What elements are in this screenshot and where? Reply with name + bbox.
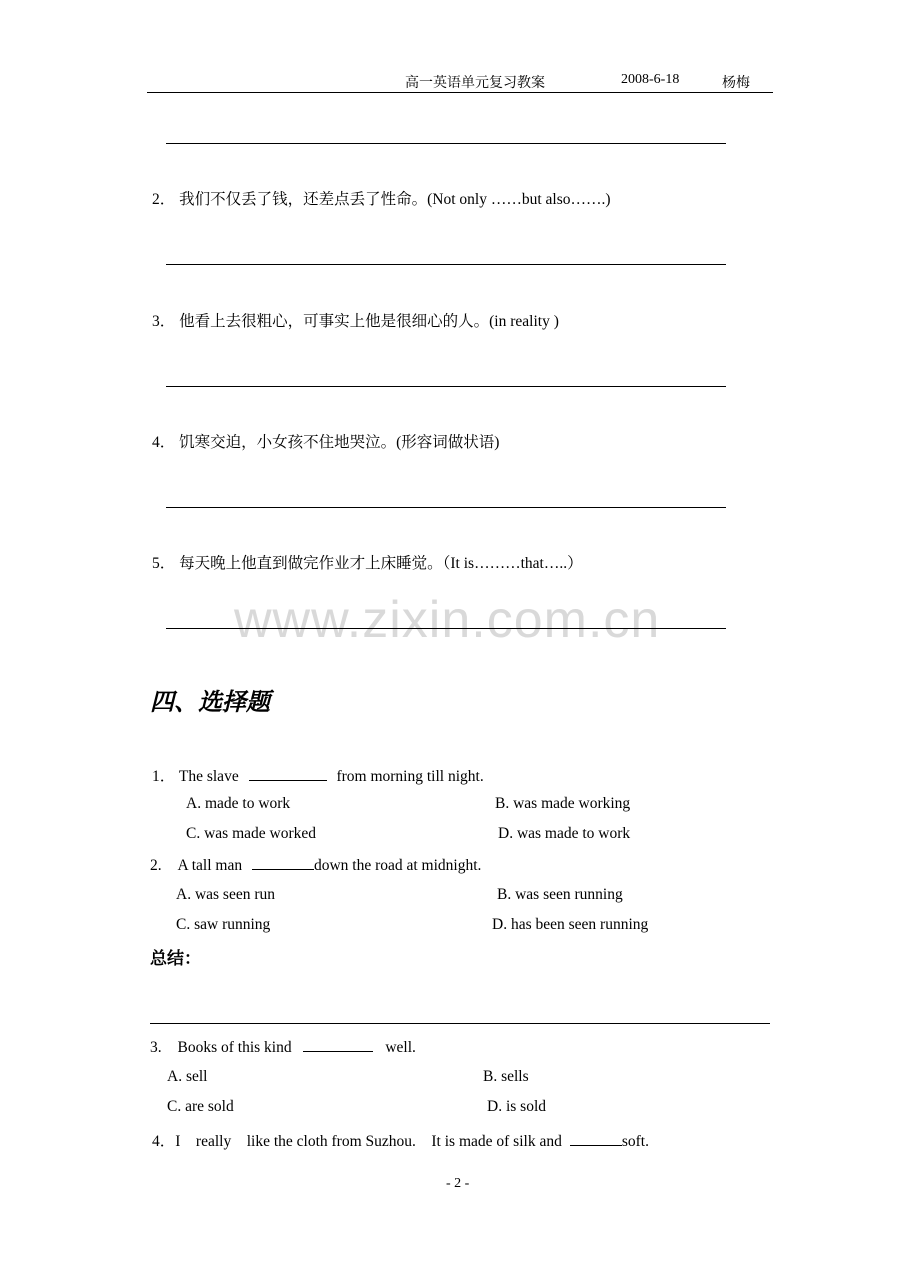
header-date: 2008-6-18 — [621, 72, 680, 87]
question-text-post: down the road at midnight. — [313, 857, 482, 874]
answer-line-3 — [166, 386, 726, 387]
translation-item-3 — [152, 309, 559, 331]
option-a[interactable]: A. was seen run — [176, 886, 276, 903]
option-c[interactable]: C. was made worked — [186, 825, 316, 842]
question-text-pre: Books of this kind — [177, 1039, 292, 1056]
answer-blank[interactable] — [570, 1131, 622, 1146]
translation-item-2 — [152, 187, 611, 209]
question-text-pre: A tall man — [177, 857, 243, 874]
item-text: 饥寒交迫，小女孩不住地哭泣。(形容词做状语) — [179, 434, 500, 451]
question-text-post: from morning till night. — [336, 768, 484, 785]
question-2 — [150, 855, 481, 875]
option-d[interactable]: D. is sold — [487, 1098, 546, 1115]
option-a[interactable]: A. made to work — [186, 795, 291, 812]
header-rule — [147, 92, 773, 93]
answer-line-5 — [166, 628, 726, 629]
item-text: 每天晚上他直到做完作业才上床睡觉。（It is………that…..） — [179, 555, 583, 572]
item-number: 3． — [152, 313, 176, 330]
option-b[interactable]: B. was seen running — [497, 886, 623, 903]
option-d[interactable]: D. has been seen running — [492, 916, 649, 933]
option-b[interactable]: B. was made working — [495, 795, 631, 812]
section-title: 四、选择题 — [150, 690, 270, 716]
summary-label: 总结： — [150, 949, 201, 968]
item-number: 4． — [152, 434, 176, 451]
option-c[interactable]: C. are sold — [167, 1098, 234, 1115]
question-text-pre: I really like the cloth from Suzhou. It is made of silk and — [175, 1133, 562, 1150]
item-number: 5． — [152, 555, 176, 572]
question-text-post: soft. — [621, 1133, 649, 1150]
answer-blank[interactable] — [249, 766, 327, 781]
question-number: 4． — [152, 1133, 176, 1150]
item-text: 他看上去很粗心，可事实上他是很细心的人。(in reality ) — [179, 313, 559, 330]
answer-blank[interactable] — [303, 1037, 373, 1052]
option-b[interactable]: B. sells — [483, 1068, 529, 1085]
item-number: 2． — [152, 191, 176, 208]
question-4 — [152, 1129, 649, 1151]
header-title: 高一英语单元复习教案 — [405, 76, 545, 91]
summary-line — [150, 1023, 770, 1024]
translation-item-5 — [152, 551, 583, 573]
option-a[interactable]: A. sell — [167, 1068, 208, 1085]
option-c[interactable]: C. saw running — [176, 916, 271, 933]
translation-item-4 — [152, 430, 499, 452]
answer-blank[interactable] — [252, 855, 314, 870]
answer-line-2 — [166, 264, 726, 265]
page-number: - 2 - — [446, 1176, 470, 1191]
question-1 — [152, 764, 484, 786]
answer-line-1 — [166, 143, 726, 144]
option-d[interactable]: D. was made to work — [498, 825, 631, 842]
question-number: 1． — [152, 768, 176, 785]
watermark: www.zixin.com.cn — [234, 591, 661, 649]
item-text: 我们不仅丢了钱，还差点丢了性命。(Not only ……but also…….) — [179, 191, 611, 208]
header-author: 杨梅 — [722, 76, 750, 91]
question-text-post: well. — [385, 1039, 416, 1056]
question-number: 2. — [150, 857, 162, 874]
question-3 — [150, 1037, 416, 1057]
question-number: 3. — [150, 1039, 162, 1056]
answer-line-4 — [166, 507, 726, 508]
question-text-pre: The slave — [178, 768, 239, 785]
